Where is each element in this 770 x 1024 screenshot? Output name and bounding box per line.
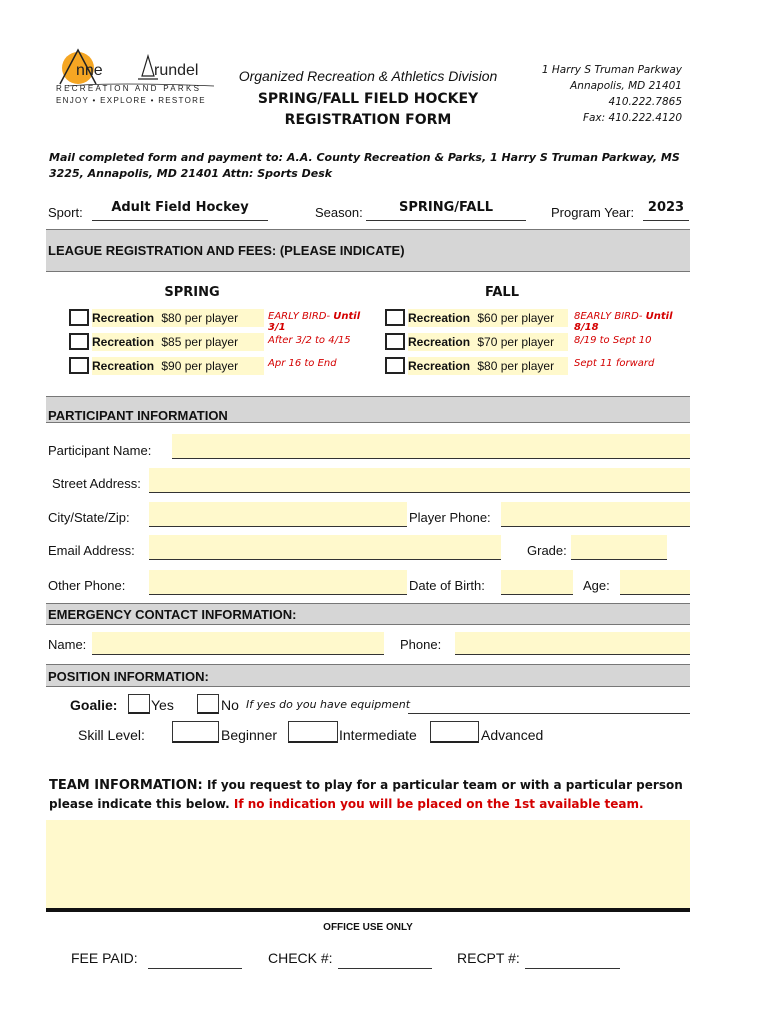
spring-regular-note	[268, 335, 378, 346]
spring-regular-price: $85 per player	[161, 335, 239, 349]
spring-regular-type: Recreation	[92, 335, 155, 349]
form-title-line2: REGISTRATION FORM	[284, 112, 452, 128]
grade-label: Grade:	[527, 543, 567, 558]
program-year-text: 2023	[647, 200, 685, 215]
season-label: Season:	[315, 205, 363, 220]
season-value[interactable]	[366, 200, 526, 221]
spring-late-option	[92, 357, 264, 375]
team-info-text	[49, 776, 699, 814]
spring-early-checkbox[interactable]	[69, 309, 89, 326]
fall-early-type: Recreation	[408, 311, 471, 325]
street-address-label: Street Address:	[52, 476, 141, 491]
fall-regular-note	[574, 335, 690, 346]
emergency-section-title: EMERGENCY CONTACT INFORMATION:	[48, 607, 297, 622]
logo-tagline: ENJOY • EXPLORE • RESTORE	[56, 96, 206, 105]
emergency-phone-label: Phone:	[400, 637, 442, 652]
fee-paid-field[interactable]	[148, 950, 242, 969]
logo-name-part2: rundel	[154, 62, 199, 79]
spring-early-option	[92, 309, 264, 327]
goalie-label: Goalie:	[70, 697, 118, 713]
participant-name-field[interactable]	[172, 434, 690, 459]
street-address-field[interactable]	[149, 468, 690, 493]
date-of-birth-field[interactable]	[501, 570, 573, 595]
position-section-title: POSITION INFORMATION:	[48, 669, 209, 684]
spring-regular-checkbox[interactable]	[69, 333, 89, 350]
fall-early-note-bold: Until 8/18	[574, 311, 673, 333]
address-line1: 1 Harry S Truman Parkway	[541, 64, 682, 76]
fall-late-note	[574, 358, 690, 369]
goalie-yes-label: Yes	[151, 697, 174, 713]
receipt-number-field[interactable]	[525, 950, 620, 969]
skill-level-label: Skill Level:	[78, 727, 145, 743]
emergency-phone-field[interactable]	[455, 632, 690, 655]
equipment-question: If yes do you have equipment	[246, 698, 411, 711]
logo	[54, 46, 219, 116]
fall-early-checkbox[interactable]	[385, 309, 405, 326]
other-phone-field[interactable]	[149, 570, 407, 595]
participant-section-header	[46, 396, 690, 423]
season-value-text: SPRING/FALL	[398, 200, 494, 215]
emergency-name-label: Name:	[48, 637, 87, 652]
check-number-label: CHECK #:	[268, 950, 333, 966]
skill-advanced-checkbox[interactable]	[430, 721, 479, 743]
receipt-number-label: RECPT #:	[457, 950, 520, 966]
office-address	[500, 62, 682, 126]
fee-paid-label: FEE PAID:	[71, 950, 138, 966]
fall-early-note-text: 8EARLY BIRD-	[574, 311, 646, 322]
emergency-name-field[interactable]	[92, 632, 384, 655]
division-name: Organized Recreation & Athletics Division	[238, 68, 498, 84]
logo-subtitle: RECREATION AND PARKS	[56, 84, 202, 93]
check-number-field[interactable]	[338, 950, 432, 969]
team-info-title: TEAM INFORMATION:	[49, 778, 203, 793]
league-section-title: LEAGUE REGISTRATION AND FEES: (PLEASE INDICATE)	[48, 243, 405, 258]
spring-late-note	[268, 358, 378, 369]
date-of-birth-label: Date of Birth:	[409, 578, 485, 593]
fall-regular-price: $70 per player	[477, 335, 555, 349]
player-phone-field[interactable]	[501, 502, 690, 527]
fall-heading: FALL	[484, 285, 520, 300]
fall-late-note-text: Sept 11 forward	[574, 358, 655, 369]
participant-section-title: PARTICIPANT INFORMATION	[48, 408, 228, 423]
equipment-answer-field[interactable]	[408, 694, 690, 714]
grade-field[interactable]	[571, 535, 667, 560]
program-year-label: Program Year:	[551, 205, 635, 220]
league-section-header	[46, 229, 690, 272]
spring-late-price: $90 per player	[161, 359, 239, 373]
age-field[interactable]	[620, 570, 690, 595]
sport-value-text: Adult Field Hockey	[111, 200, 249, 215]
email-address-field[interactable]	[149, 535, 501, 560]
team-info-red-note: If no indication you will be placed on the 1st available team.	[233, 797, 644, 811]
spring-late-checkbox[interactable]	[69, 357, 89, 374]
fall-late-price: $80 per player	[477, 359, 555, 373]
spring-late-type: Recreation	[92, 359, 155, 373]
player-phone-label: Player Phone:	[409, 510, 491, 525]
fall-late-checkbox[interactable]	[385, 357, 405, 374]
office-fax: Fax: 410.222.4120	[582, 112, 682, 124]
spring-early-note	[268, 311, 378, 333]
goalie-no-checkbox[interactable]	[197, 694, 219, 714]
fall-late-type: Recreation	[408, 359, 471, 373]
spring-early-price: $80 per player	[161, 311, 239, 325]
address-line2: Annapolis, MD 21401	[570, 80, 682, 92]
other-phone-label: Other Phone:	[48, 578, 126, 593]
fall-early-price: $60 per player	[477, 311, 555, 325]
fall-regular-type: Recreation	[408, 335, 471, 349]
fall-regular-option	[408, 333, 568, 351]
fall-late-option	[408, 357, 568, 375]
email-address-label: Email Address:	[48, 543, 135, 558]
spring-early-note-text: EARLY BIRD-	[268, 311, 334, 322]
skill-intermediate-checkbox[interactable]	[288, 721, 338, 743]
emergency-section-header	[46, 603, 690, 625]
spring-late-note-text: Apr 16 to End	[268, 358, 337, 369]
sport-label: Sport:	[48, 205, 83, 220]
team-info-text1: If you request to play for a particular team or with a particular person	[206, 778, 683, 792]
participant-name-label: Participant Name:	[48, 443, 152, 458]
goalie-no-label: No	[221, 697, 239, 713]
mail-instructions: Mail completed form and payment to: A.A. County Recreation & Parks, 1 Harry S Truman Parkway, MS 3225, Annapolis, MD 21401 Attn: Sports Desk	[49, 151, 680, 180]
spring-heading: SPRING	[164, 285, 220, 300]
age-label: Age:	[583, 578, 610, 593]
office-use-heading: OFFICE USE ONLY	[323, 922, 413, 933]
city-state-zip-label: City/State/Zip:	[48, 510, 130, 525]
form-title-line1: SPRING/FALL FIELD HOCKEY	[257, 91, 479, 107]
fall-regular-note-text: 8/19 to Sept 10	[574, 335, 652, 346]
skill-beginner-checkbox[interactable]	[172, 721, 219, 743]
skill-intermediate-label: Intermediate	[339, 727, 417, 743]
logo-name-part1: nne	[76, 62, 103, 79]
skill-beginner-label: Beginner	[221, 727, 278, 743]
spring-early-note-bold: Until 3/1	[268, 311, 361, 333]
office-phone: 410.222.7865	[608, 96, 682, 108]
fall-regular-checkbox[interactable]	[385, 333, 405, 350]
skill-advanced-label: Advanced	[481, 727, 544, 743]
position-section-header	[46, 664, 690, 687]
spring-regular-option	[92, 333, 264, 351]
team-info-text2: please indicate this below.	[49, 797, 230, 811]
team-request-field[interactable]	[46, 820, 690, 912]
logo-graphic	[54, 46, 219, 116]
goalie-yes-checkbox[interactable]	[128, 694, 150, 714]
fall-early-option	[408, 309, 568, 327]
fall-early-note	[574, 311, 690, 333]
sport-value[interactable]	[92, 200, 268, 221]
spring-regular-note-text: After 3/2 to 4/15	[268, 335, 351, 346]
city-state-zip-field[interactable]	[149, 502, 407, 527]
program-year-value[interactable]	[643, 200, 689, 221]
spring-early-type: Recreation	[92, 311, 155, 325]
